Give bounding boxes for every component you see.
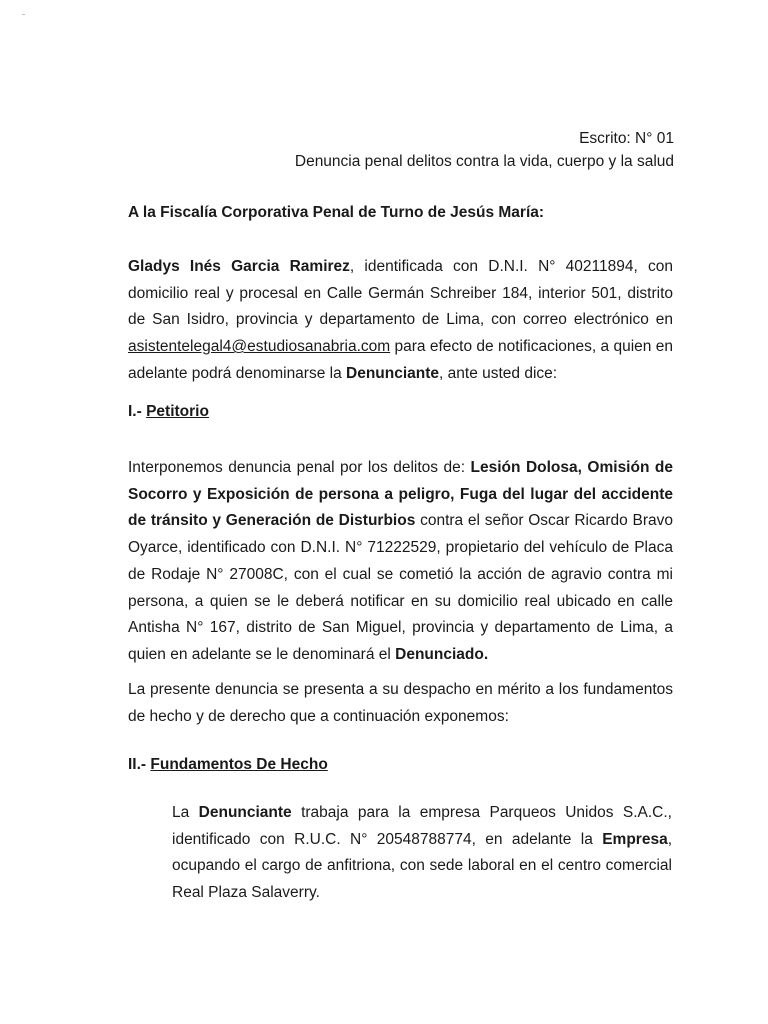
text-run: , identificada con D.N.I. N° 40211894, con [349,258,673,275]
intro-paragraph [128,254,673,388]
text-run: para efecto de notificaciones, a quien en [390,338,673,356]
petitorio-paragraph [128,455,673,669]
text-run: adelante podrá denominarse la [128,364,347,382]
section-title: Petitorio [146,403,209,420]
text-run: La [172,804,199,821]
text-line [172,853,672,880]
text-run: domicilio real y procesal en Calle Germán Schreiber 184, interior 501, distrito [128,284,673,302]
text-line [172,880,672,907]
scan-speck [22,14,25,15]
email-link[interactable]: asistentelegal4@estudiosanabria.com [128,338,391,356]
text-run: quien en adelante se le denominará el [128,645,396,663]
section-fundamentos-heading [128,756,328,774]
section-number: II.- [128,756,151,773]
text-run: de Rodaje N° 27008C, con el cual se cometió la acción de agravio contra mi [128,565,673,583]
bold-text: de tránsito y Generación de Disturbios [128,512,416,530]
text-line [128,281,673,308]
bold-text: Denunciante [198,804,292,821]
text-run: de San Isidro, provincia y departamento de Lima, con correo electrónico en [128,311,673,329]
text-line [128,615,673,642]
text-line [172,827,672,854]
text-line [128,455,673,482]
presentacion-paragraph [128,677,673,730]
section-number: I.- [128,403,147,420]
section-title: Fundamentos De Hecho [150,756,328,773]
escrito-number: Escrito: N° 01 [579,130,674,147]
text-line [128,361,673,388]
text-line [128,307,673,334]
text-line [172,800,672,827]
text-line [128,677,673,704]
text-run: identificado con R.U.C. N° 20548788774, en adelante la [172,830,603,848]
document-subject: Denuncia penal delitos contra la vida, cuerpo y la salud [294,153,674,170]
text-run: Real Plaza Salaverry. [172,884,320,902]
text-run: persona, a quien se le deberá notificar en su domicilio real ubicado en calle [128,592,673,610]
text-line [128,589,673,616]
bold-text: Socorro y Exposición de persona a peligro, Fuga del lugar del accidente [128,485,673,503]
text-line [128,508,673,535]
addressee: A la Fiscalía Corporativa Penal de Turno de Jesús María: [128,204,545,221]
text-line [128,704,673,731]
text-run: Antisha N° 167, distrito de San Miguel, provincia y departamento de Lima, a [128,619,673,637]
bold-text: Denunciante [346,364,440,382]
bold-text: Denunciado. [395,645,489,663]
text-run: trabaja para la empresa Parqueos Unidos S.A.C., [291,804,672,821]
text-run: ocupando el cargo de anfitriona, con sede laboral en el centro comercial [172,857,672,875]
text-line [128,334,673,361]
text-run: , ante usted dice: [439,364,558,382]
section-petitorio-heading [128,403,209,421]
text-run: de hecho y de derecho que a continuación exponemos: [128,707,509,725]
text-line [128,535,673,562]
bold-text: Gladys Inés Garcia Ramirez [128,258,350,275]
text-run: contra el señor Oscar Ricardo Bravo [415,512,673,530]
text-run: Oyarce, identificado con D.N.I. N° 71222529, propietario del vehículo de Placa [128,539,673,557]
text-line [128,562,673,589]
text-run: La presente denuncia se presenta a su despacho en mérito a los fundamentos [128,681,673,698]
fundamento-hecho-paragraph [172,800,672,907]
text-run: , [667,830,672,848]
text-run: Interponemos denuncia penal por los delitos de: [128,459,471,476]
text-line [128,642,673,669]
text-line [128,482,673,509]
bold-text: Lesión Dolosa, Omisión de [470,459,673,476]
text-line [128,254,673,281]
bold-text: Empresa [602,830,668,848]
